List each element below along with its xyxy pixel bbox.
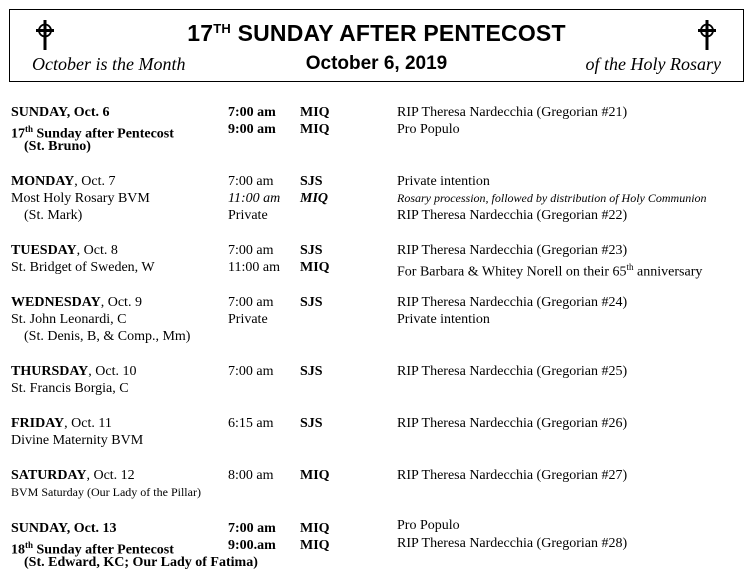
mass-time: 11:00 am [228, 191, 281, 206]
celebrant: SJS [300, 295, 323, 310]
mass-time: Private [228, 208, 268, 223]
mass-time: 9:00.am [228, 538, 276, 553]
commemoration-note: (St. Edward, KC; Our Lady of Fatima) [24, 555, 258, 570]
day-label: MONDAY, Oct. 7 [11, 174, 116, 189]
mass-intention: Private intention [397, 174, 490, 189]
commemoration-note: (St. Denis, B, & Comp., Mm) [24, 329, 191, 344]
celebrant: SJS [300, 364, 323, 379]
feast-label: 18th Sunday after Pentecost [11, 540, 174, 558]
mass-time: 7:00 am [228, 364, 274, 379]
mass-intention: RIP Theresa Nardecchia (Gregorian #26) [397, 416, 628, 431]
day-label: WEDNESDAY, Oct. 9 [11, 295, 142, 310]
mass-intention: RIP Theresa Nardecchia (Gregorian #22) [397, 208, 628, 223]
bulletin-date: October 6, 2019 [305, 53, 448, 74]
mass-time: 9:00 am [228, 122, 276, 137]
feast-label: Most Holy Rosary BVM [11, 191, 150, 206]
day-label: FRIDAY, Oct. 11 [11, 416, 112, 431]
feast-label: St. Francis Borgia, C [11, 381, 129, 396]
mass-intention: RIP Theresa Nardecchia (Gregorian #23) [397, 243, 628, 258]
celebrant: MIQ [300, 191, 329, 206]
mass-intention: For Barbara & Whitey Norell on their 65th anniversary [397, 262, 703, 280]
mass-intention: Private intention [397, 312, 490, 327]
celebrant: MIQ [300, 538, 330, 553]
mass-time: 7:00 am [228, 174, 274, 189]
mass-intention: RIP Theresa Nardecchia (Gregorian #21) [397, 105, 628, 120]
mass-time: 7:00 am [228, 243, 274, 258]
feast-label: St. Bridget of Sweden, W [11, 260, 155, 275]
day-label: TUESDAY, Oct. 8 [11, 243, 118, 258]
day-label: THURSDAY, Oct. 10 [11, 364, 137, 379]
bulletin-header [9, 9, 744, 82]
mass-intention: RIP Theresa Nardecchia (Gregorian #24) [397, 295, 628, 310]
celebrant: MIQ [300, 260, 330, 275]
mass-intention: Pro Populo [397, 122, 460, 137]
celebrant: SJS [300, 174, 323, 189]
mass-intention: RIP Theresa Nardecchia (Gregorian #27) [397, 468, 628, 483]
commemoration-note: (St. Mark) [24, 208, 83, 223]
mass-intention: RIP Theresa Nardecchia (Gregorian #28) [397, 536, 628, 551]
mass-intention: RIP Theresa Nardecchia (Gregorian #25) [397, 364, 628, 379]
commemoration-note: (St. Bruno) [24, 139, 91, 154]
mass-time: 7:00 am [228, 105, 276, 120]
day-label: SATURDAY, Oct. 12 [11, 468, 135, 483]
feast-label: St. John Leonardi, C [11, 312, 127, 327]
day-label: SUNDAY, Oct. 13 [11, 521, 117, 536]
month-dedication-left: October is the Month [32, 54, 186, 74]
celtic-cross-icon [696, 20, 718, 50]
mass-time: 7:00 am [228, 295, 274, 310]
mass-time: 7:00 am [228, 521, 276, 536]
mass-intention: Rosary procession, followed by distribution of Holy Communion [397, 191, 707, 205]
celebrant: SJS [300, 416, 323, 431]
feast-label: 17th Sunday after Pentecost [11, 124, 174, 142]
mass-time: 6:15 am [228, 416, 274, 431]
feast-label: Divine Maternity BVM [11, 433, 144, 448]
mass-time: 11:00 am [228, 260, 280, 275]
celebrant: MIQ [300, 521, 330, 536]
page-title: 17TH SUNDAY AFTER PENTECOST [187, 20, 566, 46]
feast-label: BVM Saturday (Our Lady of the Pillar) [11, 485, 201, 499]
celebrant: MIQ [300, 105, 330, 120]
mass-time: Private [228, 312, 268, 327]
mass-intention: Pro Populo [397, 518, 460, 533]
day-label: SUNDAY, Oct. 6 [11, 105, 110, 120]
mass-time: 8:00 am [228, 468, 274, 483]
celebrant: SJS [300, 243, 323, 258]
celebrant: MIQ [300, 122, 330, 137]
month-dedication-right: of the Holy Rosary [585, 54, 721, 74]
celebrant: MIQ [300, 468, 330, 483]
